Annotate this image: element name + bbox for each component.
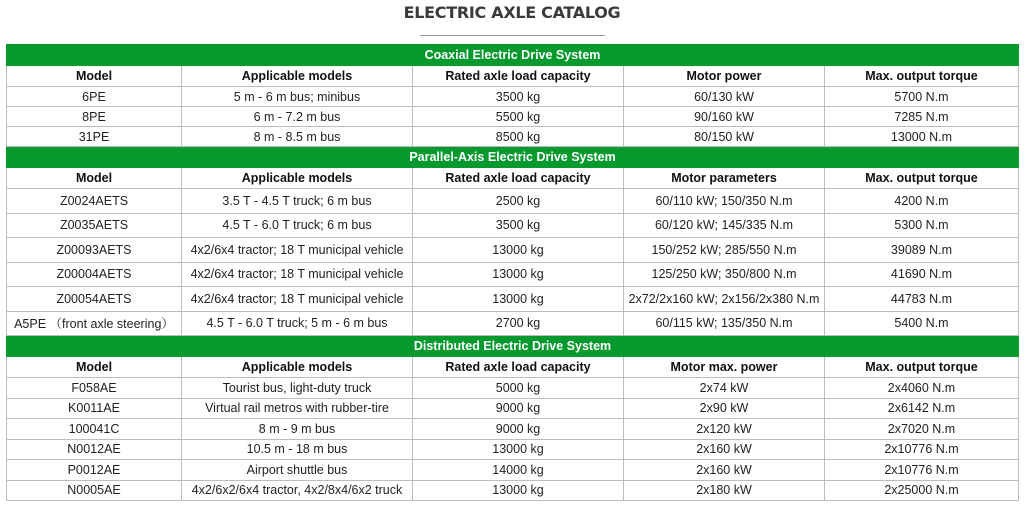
model-cell: P0012AE: [7, 460, 182, 481]
section-title: Distributed Electric Drive System: [7, 336, 1019, 357]
axle-load-cell: 13000 kg: [413, 480, 624, 501]
axle-load-cell: 5000 kg: [413, 378, 624, 399]
applicable-models-cell: Virtual rail metros with rubber-tire: [182, 398, 413, 419]
column-header: Rated axle load capacity: [413, 168, 624, 189]
torque-cell: 5300 N.m: [825, 213, 1019, 238]
table-row: [7, 107, 1019, 127]
table-row: [7, 480, 1019, 501]
motor-cell: 60/115 kW; 135/350 N.m: [624, 311, 825, 336]
axle-load-cell: 2500 kg: [413, 189, 624, 214]
axle-load-cell: 9000 kg: [413, 419, 624, 440]
section-header-distributed: [7, 336, 1019, 357]
column-header: Rated axle load capacity: [413, 66, 624, 87]
table-row: [7, 439, 1019, 460]
motor-cell: 2x160 kW: [624, 460, 825, 481]
motor-cell: 2x90 kW: [624, 398, 825, 419]
applicable-models-cell: Airport shuttle bus: [182, 460, 413, 481]
axle-load-cell: 3500 kg: [413, 87, 624, 107]
section-title: Coaxial Electric Drive System: [7, 45, 1019, 66]
model-cell: 31PE: [7, 127, 182, 147]
axle-load-cell: 2700 kg: [413, 311, 624, 336]
torque-cell: 2x25000 N.m: [825, 480, 1019, 501]
title-divider: [420, 35, 605, 36]
torque-cell: 13000 N.m: [825, 127, 1019, 147]
column-header: Applicable models: [182, 66, 413, 87]
axle-catalog-table: [6, 44, 1019, 501]
applicable-models-cell: 4x2/6x4 tractor; 18 T municipal vehicle: [182, 262, 413, 287]
axle-load-cell: 5500 kg: [413, 107, 624, 127]
table-row: [7, 287, 1019, 312]
applicable-models-cell: 8 m - 8.5 m bus: [182, 127, 413, 147]
motor-cell: 150/252 kW; 285/550 N.m: [624, 238, 825, 263]
torque-cell: 7285 N.m: [825, 107, 1019, 127]
motor-cell: 2x160 kW: [624, 439, 825, 460]
applicable-models-cell: 4.5 T - 6.0 T truck; 5 m - 6 m bus: [182, 311, 413, 336]
torque-cell: 44783 N.m: [825, 287, 1019, 312]
model-cell: K0011AE: [7, 398, 182, 419]
motor-cell: 60/120 kW; 145/335 N.m: [624, 213, 825, 238]
model-cell: F058AE: [7, 378, 182, 399]
applicable-models-cell: 6 m - 7.2 m bus: [182, 107, 413, 127]
section-header-coaxial: [7, 45, 1019, 66]
column-header: Motor power: [624, 66, 825, 87]
table-row: [7, 378, 1019, 399]
torque-cell: 39089 N.m: [825, 238, 1019, 263]
torque-cell: 5400 N.m: [825, 311, 1019, 336]
applicable-models-cell: 4x2/6x4 tractor; 18 T municipal vehicle: [182, 287, 413, 312]
column-header: Applicable models: [182, 357, 413, 378]
model-cell: Z00093AETS: [7, 238, 182, 263]
applicable-models-cell: 10.5 m - 18 m bus: [182, 439, 413, 460]
model-cell: Z00054AETS: [7, 287, 182, 312]
section-title: Parallel-Axis Electric Drive System: [7, 147, 1019, 168]
motor-cell: 80/150 kW: [624, 127, 825, 147]
column-header: Max. output torque: [825, 168, 1019, 189]
table-row: [7, 460, 1019, 481]
model-cell: 8PE: [7, 107, 182, 127]
section-header-parallel-axis: [7, 147, 1019, 168]
column-header: Motor max. power: [624, 357, 825, 378]
column-header: Model: [7, 168, 182, 189]
torque-cell: 5700 N.m: [825, 87, 1019, 107]
column-header: Motor parameters: [624, 168, 825, 189]
applicable-models-cell: Tourist bus, light-duty truck: [182, 378, 413, 399]
applicable-models-cell: 4x2/6x2/6x4 tractor, 4x2/8x4/6x2 truck: [182, 480, 413, 501]
column-header: Max. output torque: [825, 357, 1019, 378]
axle-load-cell: 3500 kg: [413, 213, 624, 238]
table-row: [7, 311, 1019, 336]
model-cell: N0012AE: [7, 439, 182, 460]
motor-cell: 2x120 kW: [624, 419, 825, 440]
axle-load-cell: 14000 kg: [413, 460, 624, 481]
column-header: Model: [7, 357, 182, 378]
torque-cell: 2x4060 N.m: [825, 378, 1019, 399]
model-cell: Z0024AETS: [7, 189, 182, 214]
column-header-row: [7, 357, 1019, 378]
motor-cell: 2x74 kW: [624, 378, 825, 399]
table-row: [7, 87, 1019, 107]
model-cell: A5PE （front axle steering）: [7, 311, 182, 336]
column-header: Applicable models: [182, 168, 413, 189]
table-row: [7, 213, 1019, 238]
torque-cell: 4200 N.m: [825, 189, 1019, 214]
axle-load-cell: 13000 kg: [413, 439, 624, 460]
applicable-models-cell: 8 m - 9 m bus: [182, 419, 413, 440]
torque-cell: 2x10776 N.m: [825, 460, 1019, 481]
motor-cell: 90/160 kW: [624, 107, 825, 127]
applicable-models-cell: 5 m - 6 m bus; minibus: [182, 87, 413, 107]
torque-cell: 2x7020 N.m: [825, 419, 1019, 440]
model-cell: Z00004AETS: [7, 262, 182, 287]
applicable-models-cell: 3.5 T - 4.5 T truck; 6 m bus: [182, 189, 413, 214]
column-header: Model: [7, 66, 182, 87]
axle-load-cell: 13000 kg: [413, 238, 624, 263]
axle-load-cell: 13000 kg: [413, 287, 624, 312]
axle-load-cell: 8500 kg: [413, 127, 624, 147]
table-row: [7, 238, 1019, 263]
model-cell: Z0035AETS: [7, 213, 182, 238]
axle-load-cell: 9000 kg: [413, 398, 624, 419]
motor-cell: 125/250 kW; 350/800 N.m: [624, 262, 825, 287]
torque-cell: 41690 N.m: [825, 262, 1019, 287]
torque-cell: 2x10776 N.m: [825, 439, 1019, 460]
table-row: [7, 127, 1019, 147]
column-header: Rated axle load capacity: [413, 357, 624, 378]
applicable-models-cell: 4.5 T - 6.0 T truck; 6 m bus: [182, 213, 413, 238]
model-cell: 6PE: [7, 87, 182, 107]
motor-cell: 2x180 kW: [624, 480, 825, 501]
motor-cell: 2x72/2x160 kW; 2x156/2x380 N.m: [624, 287, 825, 312]
table-row: [7, 419, 1019, 440]
table-row: [7, 189, 1019, 214]
column-header: Max. output torque: [825, 66, 1019, 87]
table-row: [7, 262, 1019, 287]
torque-cell: 2x6142 N.m: [825, 398, 1019, 419]
column-header-row: [7, 66, 1019, 87]
applicable-models-cell: 4x2/6x4 tractor; 18 T municipal vehicle: [182, 238, 413, 263]
column-header-row: [7, 168, 1019, 189]
model-cell: 100041C: [7, 419, 182, 440]
motor-cell: 60/110 kW; 150/350 N.m: [624, 189, 825, 214]
table-row: [7, 398, 1019, 419]
motor-cell: 60/130 kW: [624, 87, 825, 107]
axle-load-cell: 13000 kg: [413, 262, 624, 287]
page-title: ELECTRIC AXLE CATALOG: [403, 3, 621, 22]
model-cell: N0005AE: [7, 480, 182, 501]
